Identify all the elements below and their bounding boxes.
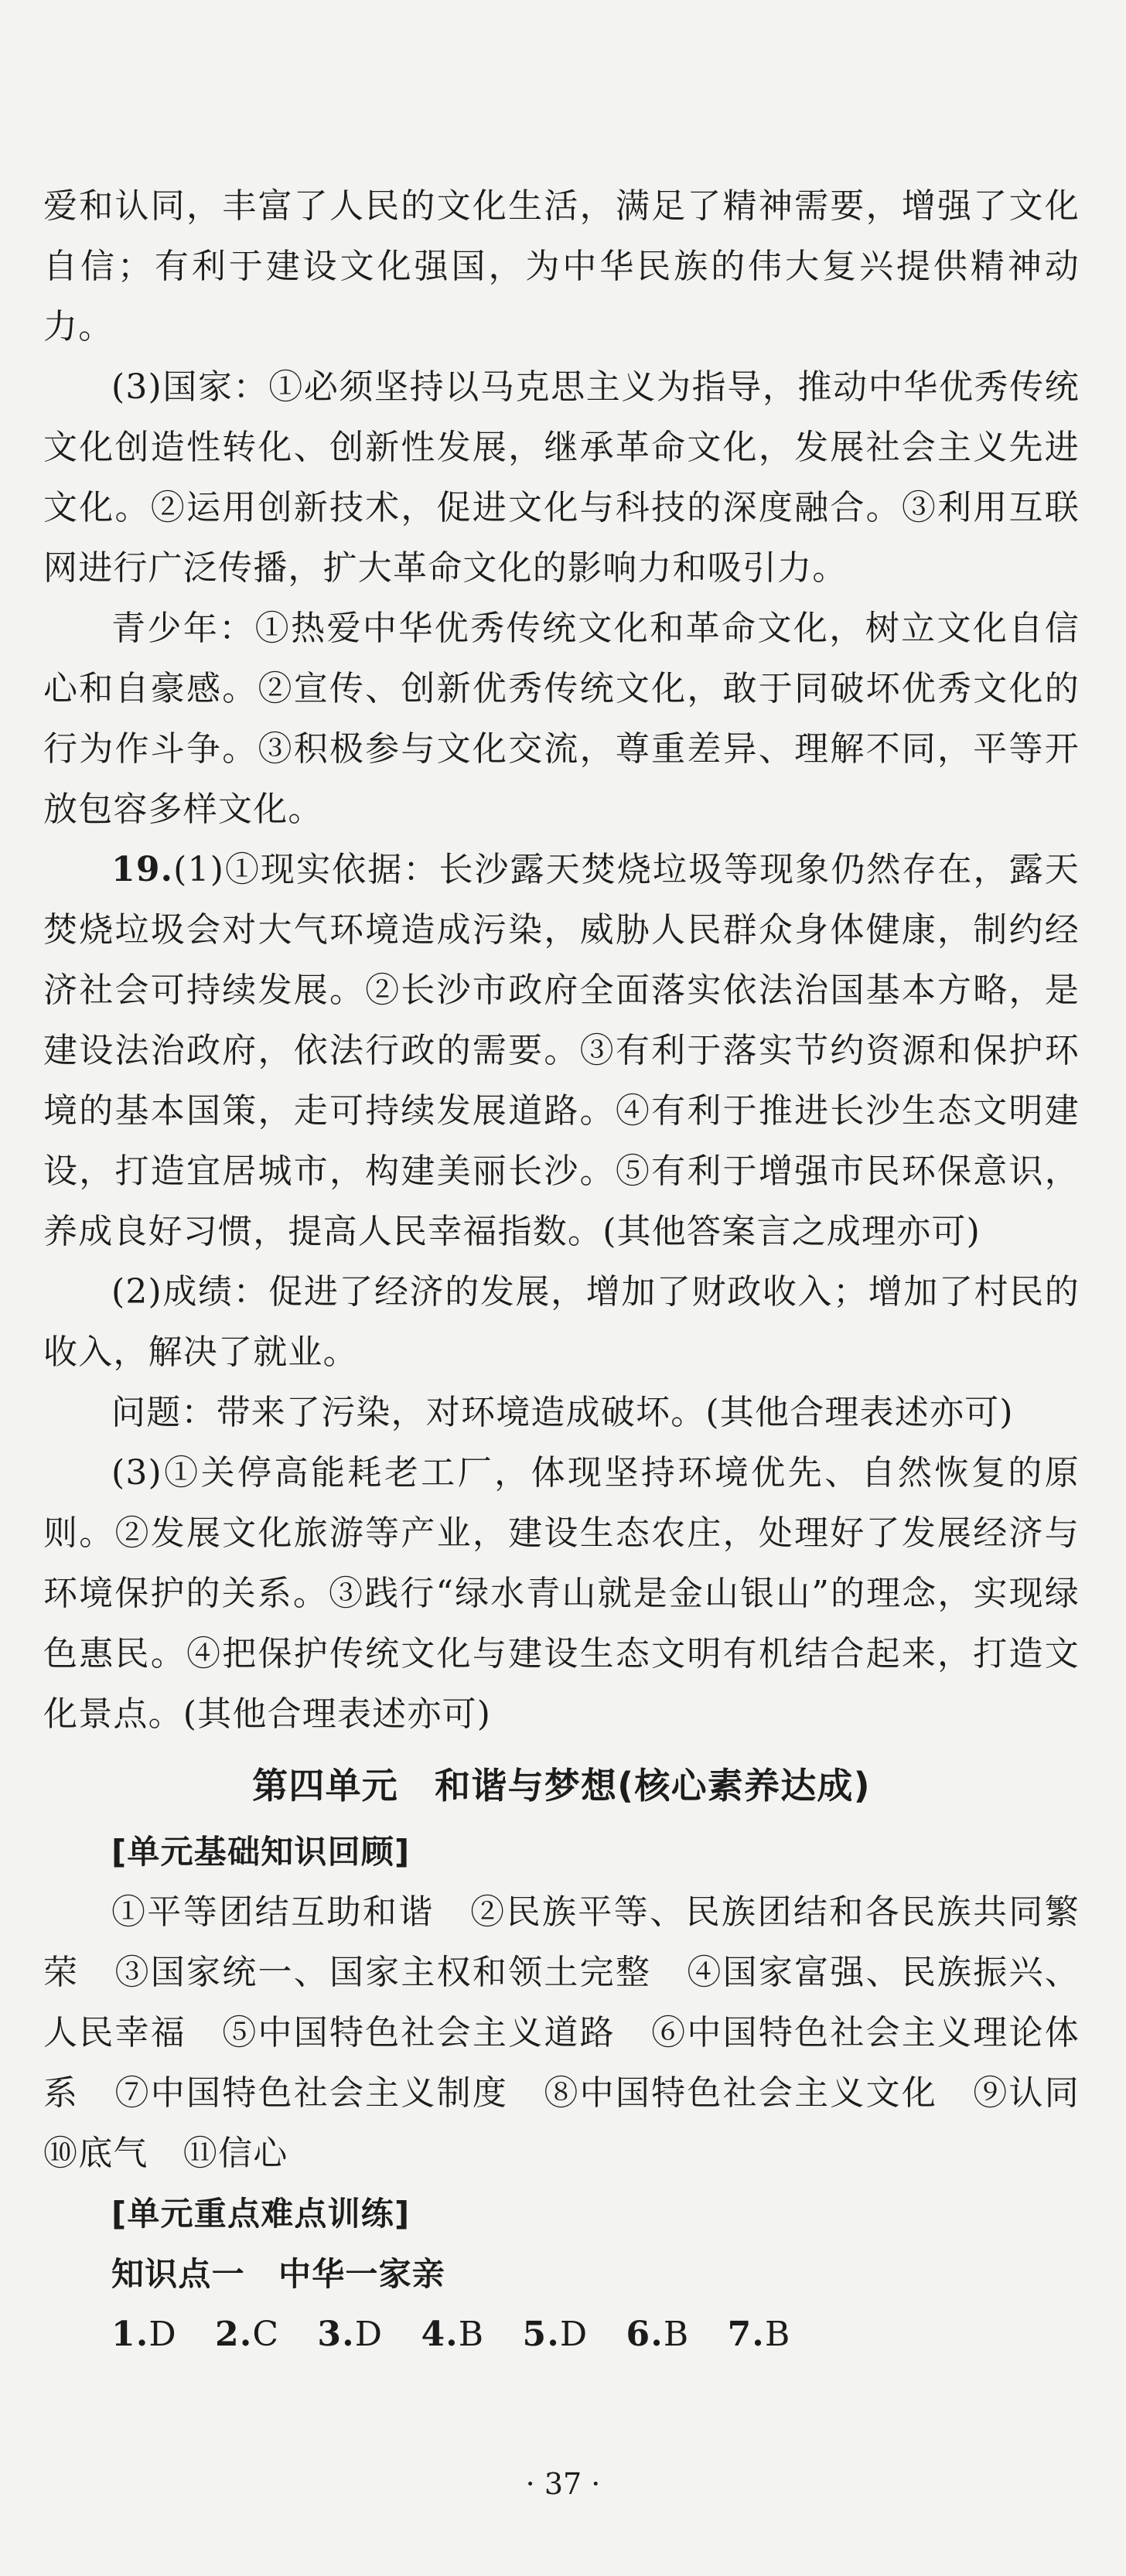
question-19-part-3: (3)①关停高能耗老工厂，体现坚持环境优先、自然恢复的原则。②发展文化旅游等产业，建设生态农庄，处理好了发展经济与环境保护的关系。③践行“绿水青山就是金山银山”的理念，实现绿色惠民。④把保护传统文化与建设生态文明有机结合起来，打造文化景点。(其他合理表述亦可) — [43, 1453, 1080, 1734]
training-heading: [单元重点难点训练] — [111, 2195, 411, 2233]
paragraph-state-measures: (3)国家：①必须坚持以马克思主义为指导，推动中华优秀传统文化创造性转化、创新性发展，继承革命文化，发展社会主义先进文化。②运用创新技术，促进文化与科技的深度融合。③利用互联网进行广泛传播，扩大革命文化的影响力和吸引力。 — [43, 367, 1080, 588]
review-answers: ①平等团结互助和谐 ②民族平等、民族团结和各民族共同繁荣 ③国家统一、国家主权和领土完整 ④国家富强、民族振兴、人民幸福 ⑤中国特色社会主义道路 ⑥中国特色社会主义理论体系 ⑦中国特色社会主义制度 ⑧中国特色社会主义文化 ⑨认同 ⑩底气 ⑪信心 — [43, 1892, 1115, 2173]
answer-item: 5.D — [522, 2315, 589, 2354]
paragraph-youth-measures: 青少年：①热爱中华优秀传统文化和革命文化，树立文化自信心和自豪感。②宣传、创新优秀传统文化，敢于同破坏优秀文化的行为作斗争。③积极参与文化交流，尊重差异、理解不同，平等开放包容多样文化。 — [43, 609, 1080, 829]
page-number: · 37 · — [525, 2467, 601, 2501]
question-number: 19. — [111, 850, 174, 889]
knowledge-point-heading: 知识点一 中华一家亲 — [111, 2255, 446, 2293]
answer-item: 1.D — [111, 2315, 177, 2354]
answer-item: 6.B — [626, 2315, 690, 2354]
question-19-part-2-problems: 问题：带来了污染，对环境造成破坏。(其他合理表述亦可) — [111, 1393, 1014, 1432]
answer-item: 4.B — [421, 2315, 485, 2354]
review-heading: [单元基础知识回顾] — [111, 1833, 411, 1871]
question-19-part-1-text: (1)①现实依据：长沙露天焚烧垃圾等现象仍然存在，露天焚烧垃圾会对大气环境造成污染，威胁人民群众身体健康，制约经济社会可持续发展。②长沙市政府全面落实依法治国基本方略，是建设法治政府，依法行政的需要。③有利于落实节约资源和保护环境的基本国策，走可持续发展道路。④有利于推进长沙生态文明建设，打造宜居城市，构建美丽长沙。⑤有利于增强市民环保意识，养成良好习惯，提高人民幸福指数。(其他答案言之成理亦可) — [43, 850, 1080, 1251]
paragraph-culture-confidence: 爱和认同，丰富了人民的文化生活，满足了精神需要，增强了文化自信；有利于建设文化强国，为中华民族的伟大复兴提供精神动力。 — [43, 186, 1080, 346]
question-19-part-1 — [43, 840, 1080, 1262]
answer-item: 2.C — [215, 2315, 280, 2354]
answer-item: 3.D — [317, 2315, 384, 2354]
page-content — [43, 176, 1115, 2365]
unit-title: 第四单元 和谐与梦想(核心素养达成) — [252, 1765, 871, 1807]
answer-item: 7.B — [727, 2315, 791, 2354]
question-19-part-2-achievements: (2)成绩：促进了经济的发展，增加了财政收入；增加了村民的收入，解决了就业。 — [43, 1272, 1080, 1372]
choice-answers — [43, 2305, 1080, 2365]
